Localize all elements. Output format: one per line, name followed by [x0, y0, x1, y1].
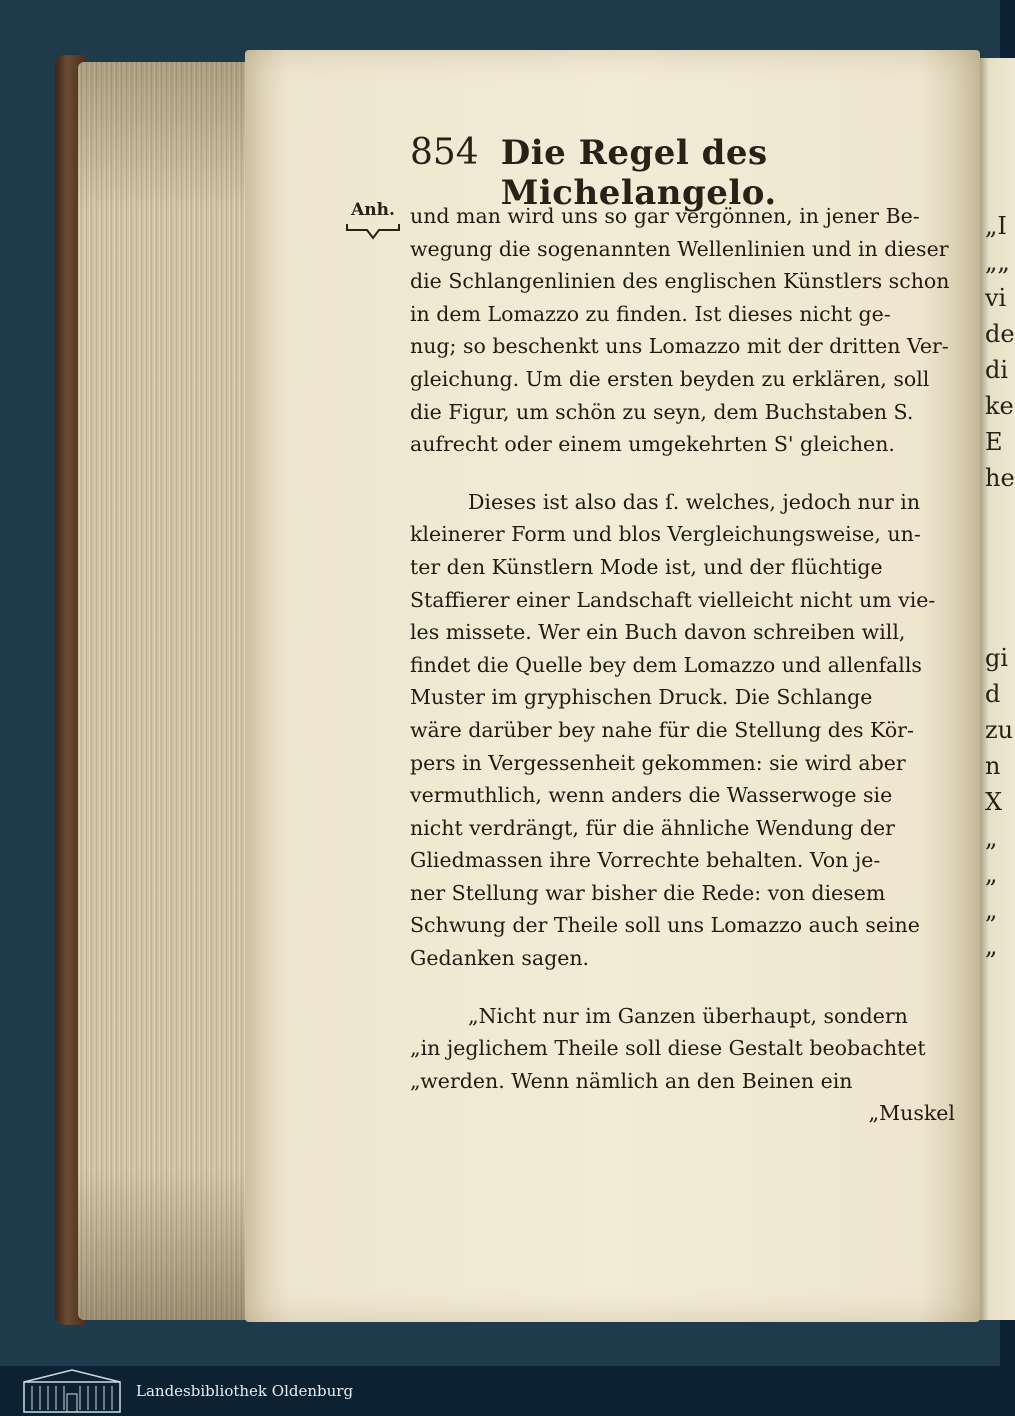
text-line: kleinerer Form und blos Vergleichungsweise, un- — [410, 522, 921, 547]
next-page-fragment: E — [985, 428, 1003, 456]
page-header — [410, 132, 880, 213]
next-page-fragment: „I — [985, 212, 1007, 240]
text-line: die Schlangenlinien des englischen Künstlers schon — [410, 269, 950, 294]
text-line: findet die Quelle bey dem Lomazzo und allenfalls — [410, 652, 922, 677]
page-number: 854 — [410, 132, 479, 173]
next-page-fragment: „ — [985, 896, 998, 924]
text-line: Gliedmassen ihre Vorrechte behalten. Von je- — [410, 848, 881, 873]
margin-bracket-icon — [345, 220, 401, 240]
paragraph-gap — [410, 461, 955, 486]
text-line: und man wird uns so gar vergönnen, in jener Be- — [410, 204, 920, 228]
text-line: „werden. Wenn nämlich an den Beinen ein — [410, 1068, 853, 1093]
next-page-fragment: ke — [985, 392, 1014, 420]
running-title: Die Regel des Michelangelo. — [500, 133, 777, 213]
text-line: Muster im gryphischen Druck. Die Schlange — [410, 685, 873, 710]
next-page-fragment — [985, 496, 1015, 532]
text-line: Schwung der Theile soll uns Lomazzo auch seine — [410, 913, 920, 938]
text-line: les missete. Wer ein Buch davon schreiben will, — [410, 620, 906, 645]
text-line: wäre darüber bey nahe für die Stellung des Kör- — [410, 717, 914, 742]
next-page-fragment — [985, 568, 1015, 604]
paragraph-gap — [410, 975, 955, 1000]
viewer-footer — [0, 1366, 1000, 1416]
next-page-fragment — [985, 604, 1015, 640]
next-page-fragment: di — [985, 356, 1009, 384]
next-page-fragment: he — [985, 464, 1015, 492]
next-page-fragment: de — [985, 320, 1015, 348]
next-page-fragment: „„ — [985, 248, 1010, 276]
text-line: aufrecht oder einem umgekehrten S' gleichen. — [410, 432, 895, 457]
text-line: nicht verdrängt, für die ähnliche Wendung der — [410, 815, 895, 840]
next-page-fragment: d — [985, 680, 1001, 708]
text-line: ner Stellung war bisher die Rede: von diesem — [410, 880, 886, 905]
next-page-fragment: „ — [985, 824, 998, 852]
next-page-fragment: vi — [985, 284, 1007, 312]
next-page-edge — [975, 58, 1015, 1320]
text-line: vermuthlich, wenn anders die Wasserwoge sie — [410, 783, 893, 808]
next-page-fragment: zu — [985, 716, 1014, 744]
text-line: wegung die sogenannten Wellenlinien und in dieser — [410, 236, 949, 261]
next-page-fragment: X — [985, 788, 1003, 816]
next-page-fragments — [975, 208, 1015, 964]
text-line: gleichung. Um die ersten beyden zu erklären, soll — [410, 366, 930, 391]
book-page — [245, 50, 980, 1322]
library-name: Landesbibliothek Oldenburg — [136, 1382, 354, 1400]
catchword: „Muskel — [868, 1101, 955, 1126]
page-edges-shading — [78, 62, 250, 1320]
text-line: pers in Vergessenheit gekommen: sie wird aber — [410, 750, 906, 775]
text-line: ter den Künstlern Mode ist, und der flüchtige — [410, 554, 883, 579]
text-line: in dem Lomazzo zu finden. Ist dieses nicht ge- — [410, 301, 891, 326]
margin-note: Anh. — [351, 200, 395, 220]
next-page-fragment: n — [985, 752, 1001, 780]
text-line: „in jeglichem Theile soll diese Gestalt beobachtet — [410, 1036, 926, 1061]
next-page-fragment: „ — [985, 860, 998, 888]
next-page-fragment: „ — [985, 932, 998, 960]
text-line: Staffierer einer Landschaft vielleicht nicht um vie- — [410, 587, 936, 612]
next-page-fragment: gi — [985, 644, 1009, 672]
text-line: nug; so beschenkt uns Lomazzo mit der dritten Ver- — [410, 334, 949, 359]
text-line: die Figur, um schön zu seyn, dem Buchstaben S. — [410, 399, 914, 424]
text-line: Dieses ist also das ſ. welches, jedoch nur in — [468, 489, 921, 514]
next-page-fragment — [985, 532, 1015, 568]
library-building-icon — [22, 1368, 122, 1414]
text-line: „Nicht nur im Ganzen überhaupt, sondern — [468, 1003, 908, 1028]
text-line: Gedanken sagen. — [410, 946, 590, 971]
body-text — [410, 200, 955, 1130]
